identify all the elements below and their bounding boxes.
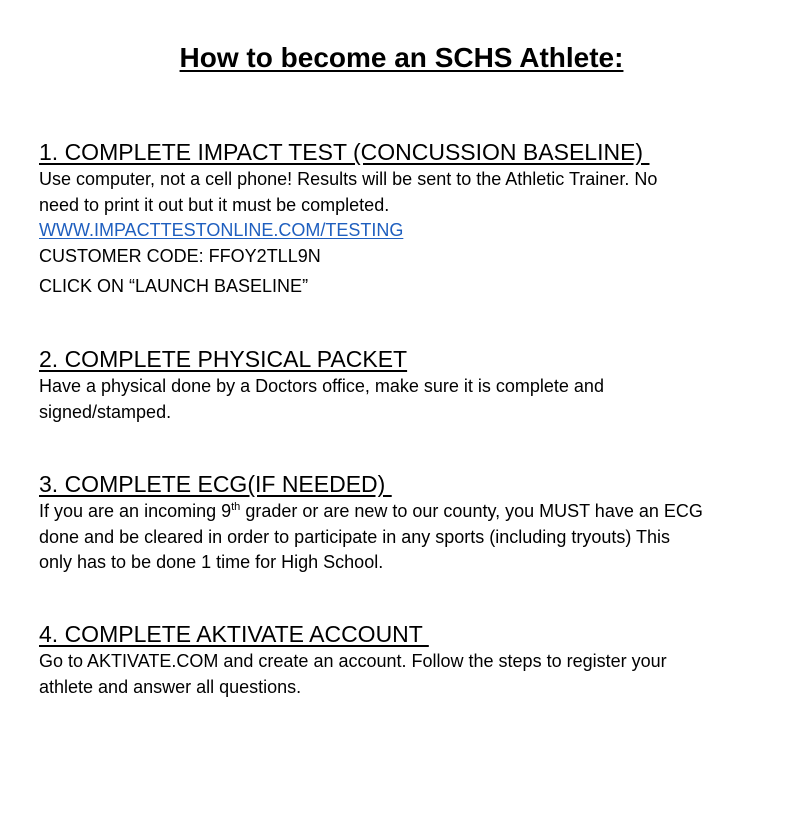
impact-test-link[interactable]: WWW.IMPACTTESTONLINE.COM/TESTING: [39, 220, 404, 240]
section-heading: 4. COMPLETE AKTIVATE ACCOUNT: [39, 621, 429, 647]
customer-code: CUSTOMER CODE: FFOY2TLL9N: [39, 245, 321, 266]
body-line: Go to AKTIVATE.COM and create an account. Follow the steps to register your: [39, 651, 667, 671]
body-text: grader or are new to our county, you MUST have an ECG: [240, 501, 703, 521]
launch-baseline-instruction: CLICK ON “LAUNCH BASELINE”: [39, 276, 309, 296]
body-line: done and be cleared in order to participate in any sports (including tryouts) This: [39, 526, 671, 547]
body-line: signed/stamped.: [39, 401, 172, 422]
section-heading: 3. COMPLETE ECG(IF NEEDED): [39, 471, 392, 497]
body-line: athlete and answer all questions.: [39, 676, 302, 697]
section-heading: 2. COMPLETE PHYSICAL PACKET: [39, 346, 408, 372]
body-line: only has to be done 1 time for High School.: [39, 552, 384, 572]
section-heading: 1. COMPLETE IMPACT TEST (CONCUSSION BASELINE): [39, 139, 650, 165]
body-line: [39, 499, 769, 525]
section-physical-packet: [39, 344, 769, 425]
section-impact-test: [39, 137, 769, 300]
body-text: If you are an incoming 9: [39, 501, 232, 521]
section-ecg: [39, 469, 769, 576]
ordinal-suffix: th: [231, 501, 241, 513]
body-line: Use computer, not a cell phone! Results will be sent to the Athletic Trainer. No: [39, 169, 658, 189]
section-aktivate-account: [39, 619, 769, 700]
page-title: How to become an SCHS Athlete:: [179, 42, 624, 73]
body-line: Have a physical done by a Doctors office, make sure it is complete and: [39, 376, 604, 396]
body-line: need to print it out but it must be completed.: [39, 194, 390, 215]
